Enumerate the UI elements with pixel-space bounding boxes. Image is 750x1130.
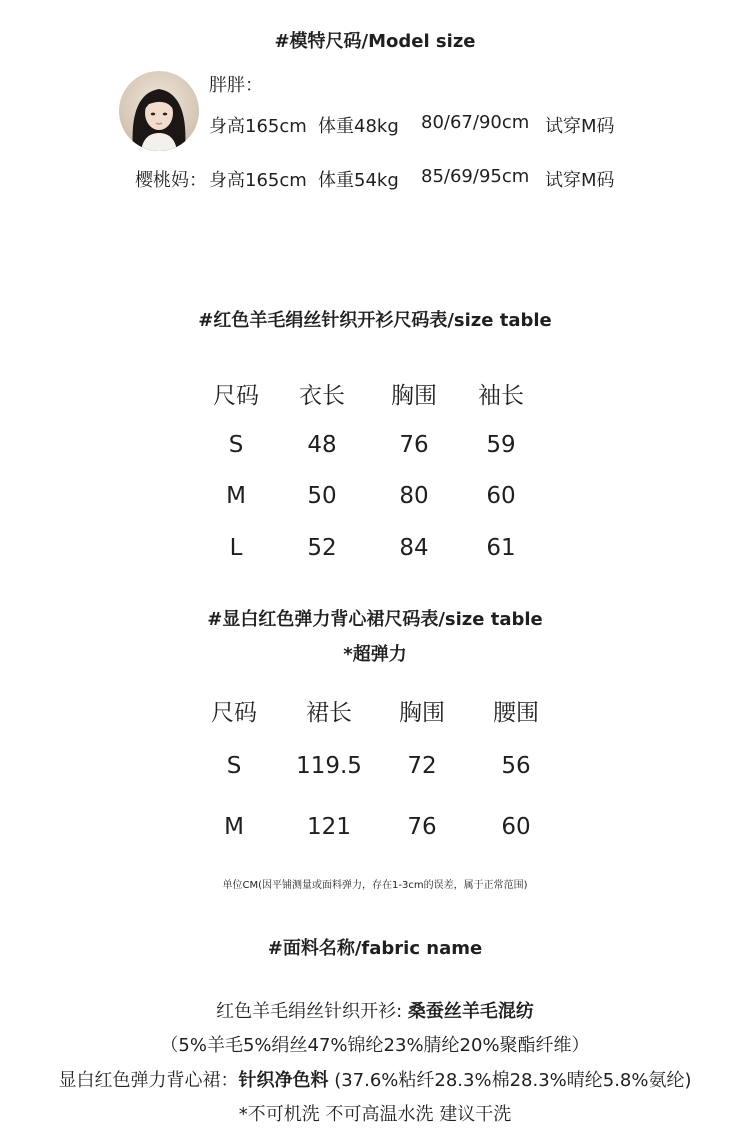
table-cell: S (226, 753, 242, 779)
table-header: 胸围 (399, 700, 445, 726)
table-cell: L (229, 535, 243, 561)
table-header: 腰围 (493, 700, 539, 726)
care-instructions: *不可机洗 不可高温水洗 建议干洗 (238, 1104, 512, 1125)
model1-measurements: 80/67/90cm (421, 112, 530, 133)
table-cell: 61 (486, 535, 516, 561)
table-cell: 76 (407, 814, 437, 840)
fabric-line-dress (0, 1066, 750, 1092)
table-header: 袖长 (478, 383, 524, 409)
model-portrait-icon (119, 71, 199, 151)
model2-weight: 体重54kg (318, 170, 399, 191)
table-cell: 60 (501, 814, 531, 840)
model-avatar (119, 71, 199, 151)
table-cell: 76 (399, 432, 429, 458)
dress-table-title: #显白红色弹力背心裙尺码表/size table (207, 609, 543, 630)
model1-name: 胖胖： (209, 75, 263, 96)
table-cell: 119.5 (296, 753, 362, 779)
model-size-title: #模特尺码/Model size (274, 31, 476, 52)
table-cell: 56 (501, 753, 531, 779)
table-cell: M (226, 483, 246, 509)
model1-height: 身高165cm (209, 116, 307, 137)
fabric-dress-composition: (37.6%粘纤28.3%棉28.3%晴纶5.8%氨纶) (328, 1070, 692, 1091)
model1-tried-size: 试穿M码 (545, 116, 615, 137)
model2-measurements: 85/69/95cm (421, 166, 530, 187)
table-cell: 121 (307, 814, 351, 840)
table-cell: 59 (486, 432, 516, 458)
table-header: 衣长 (299, 383, 345, 409)
model1-weight: 体重48kg (318, 116, 399, 137)
fabric-cardigan-value: 桑蚕丝羊毛混纺 (407, 1001, 534, 1022)
model2-name: 樱桃妈： (135, 170, 207, 191)
dress-table-subtitle: *超弹力 (343, 644, 407, 665)
table-cell: 50 (307, 483, 337, 509)
model2-tried-size: 试穿M码 (545, 170, 615, 191)
measurement-note: 单位CM(因平铺测量或面料弹力，存在1-3cm的误差，属于正常范围) (222, 880, 528, 891)
table-cell: 72 (407, 753, 437, 779)
table-cell: 84 (399, 535, 429, 561)
table-cell: 80 (399, 483, 429, 509)
model2-height: 身高165cm (209, 170, 307, 191)
table-header: 裙长 (306, 700, 352, 726)
fabric-dress-label: 显白红色弹力背心裙： (58, 1070, 239, 1091)
table-header: 尺码 (211, 700, 257, 726)
fabric-line-cardigan (0, 997, 750, 1023)
table-cell: 48 (307, 432, 337, 458)
table-cell: S (228, 432, 244, 458)
cardigan-table-title: #红色羊毛绢丝针织开衫尺码表/size table (198, 310, 552, 331)
table-cell: 60 (486, 483, 516, 509)
fabric-title: #面料名称/fabric name (267, 938, 483, 959)
table-cell: M (224, 814, 244, 840)
table-header: 胸围 (391, 383, 437, 409)
fabric-cardigan-composition: （5%羊毛5%绢丝47%锦纶23%腈纶20%聚酯纤维） (160, 1035, 590, 1056)
table-cell: 52 (307, 535, 337, 561)
fabric-cardigan-label: 红色羊毛绢丝针织开衫: (216, 1001, 408, 1022)
fabric-dress-value: 针织净色料 (238, 1070, 329, 1091)
table-header: 尺码 (213, 383, 259, 409)
